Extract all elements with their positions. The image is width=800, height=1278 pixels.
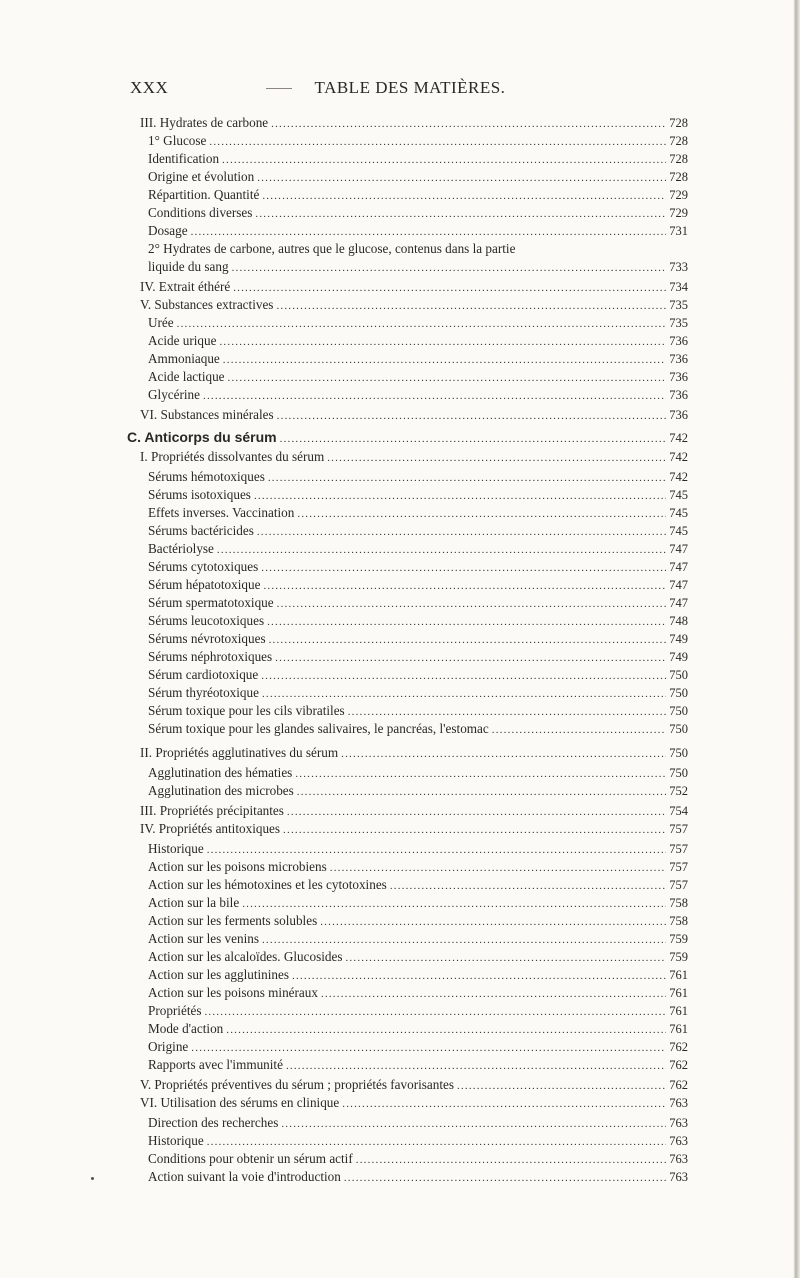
toc-entry: 1° Glucose ..... 728 [148,132,688,150]
toc-entry: Sérums cytotoxiques ..... 747 [148,558,688,576]
toc-entry: Sérums néphrotoxiques ..... 749 [148,648,688,666]
toc-entry: IV. Extrait éthéré ..... 734 [140,278,688,296]
toc-entry: I. Propriétés dissolvantes du sérum ..... 742 [140,448,688,466]
toc-entry: Historique ..... 763 [148,1132,688,1150]
scan-edge [793,0,800,1278]
toc-entry: Agglutination des microbes ..... 752 [148,782,688,800]
toc-entry: III. Propriétés précipitantes ..... 754 [140,802,688,820]
toc-entry: Sérums leucotoxiques ..... 748 [148,612,688,630]
toc-entry: Sérum toxique pour les glandes salivaires, le pancréas, l'estomac ..... 750 [148,720,688,738]
toc-entry: Mode d'action ..... 761 [148,1020,688,1038]
title-rule [266,88,292,89]
page-number: XXX [130,78,169,97]
toc-entry: VI. Utilisation des sérums en clinique ..... 763 [140,1094,688,1112]
toc-entry: Acide urique ..... 736 [148,332,688,350]
toc-entry: Rapports avec l'immunité ..... 762 [148,1056,688,1074]
toc-entry: Action sur les agglutinines ..... 761 [148,966,688,984]
toc-entry: Sérum cardiotoxique ..... 750 [148,666,688,684]
toc-entry: Sérums hémotoxiques ..... 742 [148,468,688,486]
toc-entry: Origine ..... 762 [148,1038,688,1056]
toc-entry: Agglutination des hématies ..... 750 [148,764,688,782]
toc-section-heading: C. Anticorps du sérum ..... 742 [127,428,688,446]
toc-entry: 2° Hydrates de carbone, autres que le glucose, contenus dans la partie liquide du sang ..... 733 [148,240,688,276]
toc-entry: V. Propriétés préventives du sérum ; propriétés favorisantes ..... 762 [140,1076,688,1094]
toc-entry: Sérum thyréotoxique ..... 750 [148,684,688,702]
toc-entry: Ammoniaque ..... 736 [148,350,688,368]
toc-entry: Action sur les hémotoxines et les cytotoxines ..... 757 [148,876,688,894]
toc-entry: Urée ..... 735 [148,314,688,332]
toc-entry: Action suivant la voie d'introduction ..... 763 [148,1168,688,1186]
toc-entry: Bactériolyse ..... 747 [148,540,688,558]
toc-entry: Direction des recherches ..... 763 [148,1114,688,1132]
toc-entry: Sérums isotoxiques ..... 745 [148,486,688,504]
toc-entry: VI. Substances minérales ..... 736 [140,406,688,424]
print-speck [91,1177,94,1180]
toc-entry: Répartition. Quantité ..... 729 [148,186,688,204]
toc-entry: Sérums névrotoxiques ..... 749 [148,630,688,648]
toc-entry: Action sur les poisons minéraux ..... 761 [148,984,688,1002]
toc-entry: Action sur les venins ..... 759 [148,930,688,948]
toc-entry: Conditions pour obtenir un sérum actif ..... 763 [148,1150,688,1168]
toc-entry: Origine et évolution ..... 728 [148,168,688,186]
toc-entry: Glycérine ..... 736 [148,386,688,404]
toc-entry: III. Hydrates de carbone ..... 728 [140,114,688,132]
toc-entry: Action sur les poisons microbiens ..... 757 [148,858,688,876]
toc-entry: Action sur les ferments solubles ..... 758 [148,912,688,930]
page-title: TABLE DES MATIÈRES. [314,78,506,97]
toc-entry: Sérum toxique pour les cils vibratiles ..... 750 [148,702,688,720]
toc-entry: Acide lactique ..... 736 [148,368,688,386]
toc-entry: II. Propriétés agglutinatives du sérum ..... 750 [140,744,688,762]
toc-entry: V. Substances extractives ..... 735 [140,296,688,314]
toc-entry: Effets inverses. Vaccination ..... 745 [148,504,688,522]
page-header [130,78,690,98]
toc-entry: Propriétés ..... 761 [148,1002,688,1020]
toc-entry: Sérum hépatotoxique ..... 747 [148,576,688,594]
toc-entry: Historique ..... 757 [148,840,688,858]
toc-entry: Sérums bactéricides ..... 745 [148,522,688,540]
toc-entry: Action sur la bile ..... 758 [148,894,688,912]
toc-entry: Sérum spermatotoxique ..... 747 [148,594,688,612]
toc-entry: Action sur les alcaloïdes. Glucosides ..... 759 [148,948,688,966]
toc-entry: Dosage ..... 731 [148,222,688,240]
toc-entry: Conditions diverses ..... 729 [148,204,688,222]
toc-entry: IV. Propriétés antitoxiques ..... 757 [140,820,688,838]
toc-entry: Identification ..... 728 [148,150,688,168]
